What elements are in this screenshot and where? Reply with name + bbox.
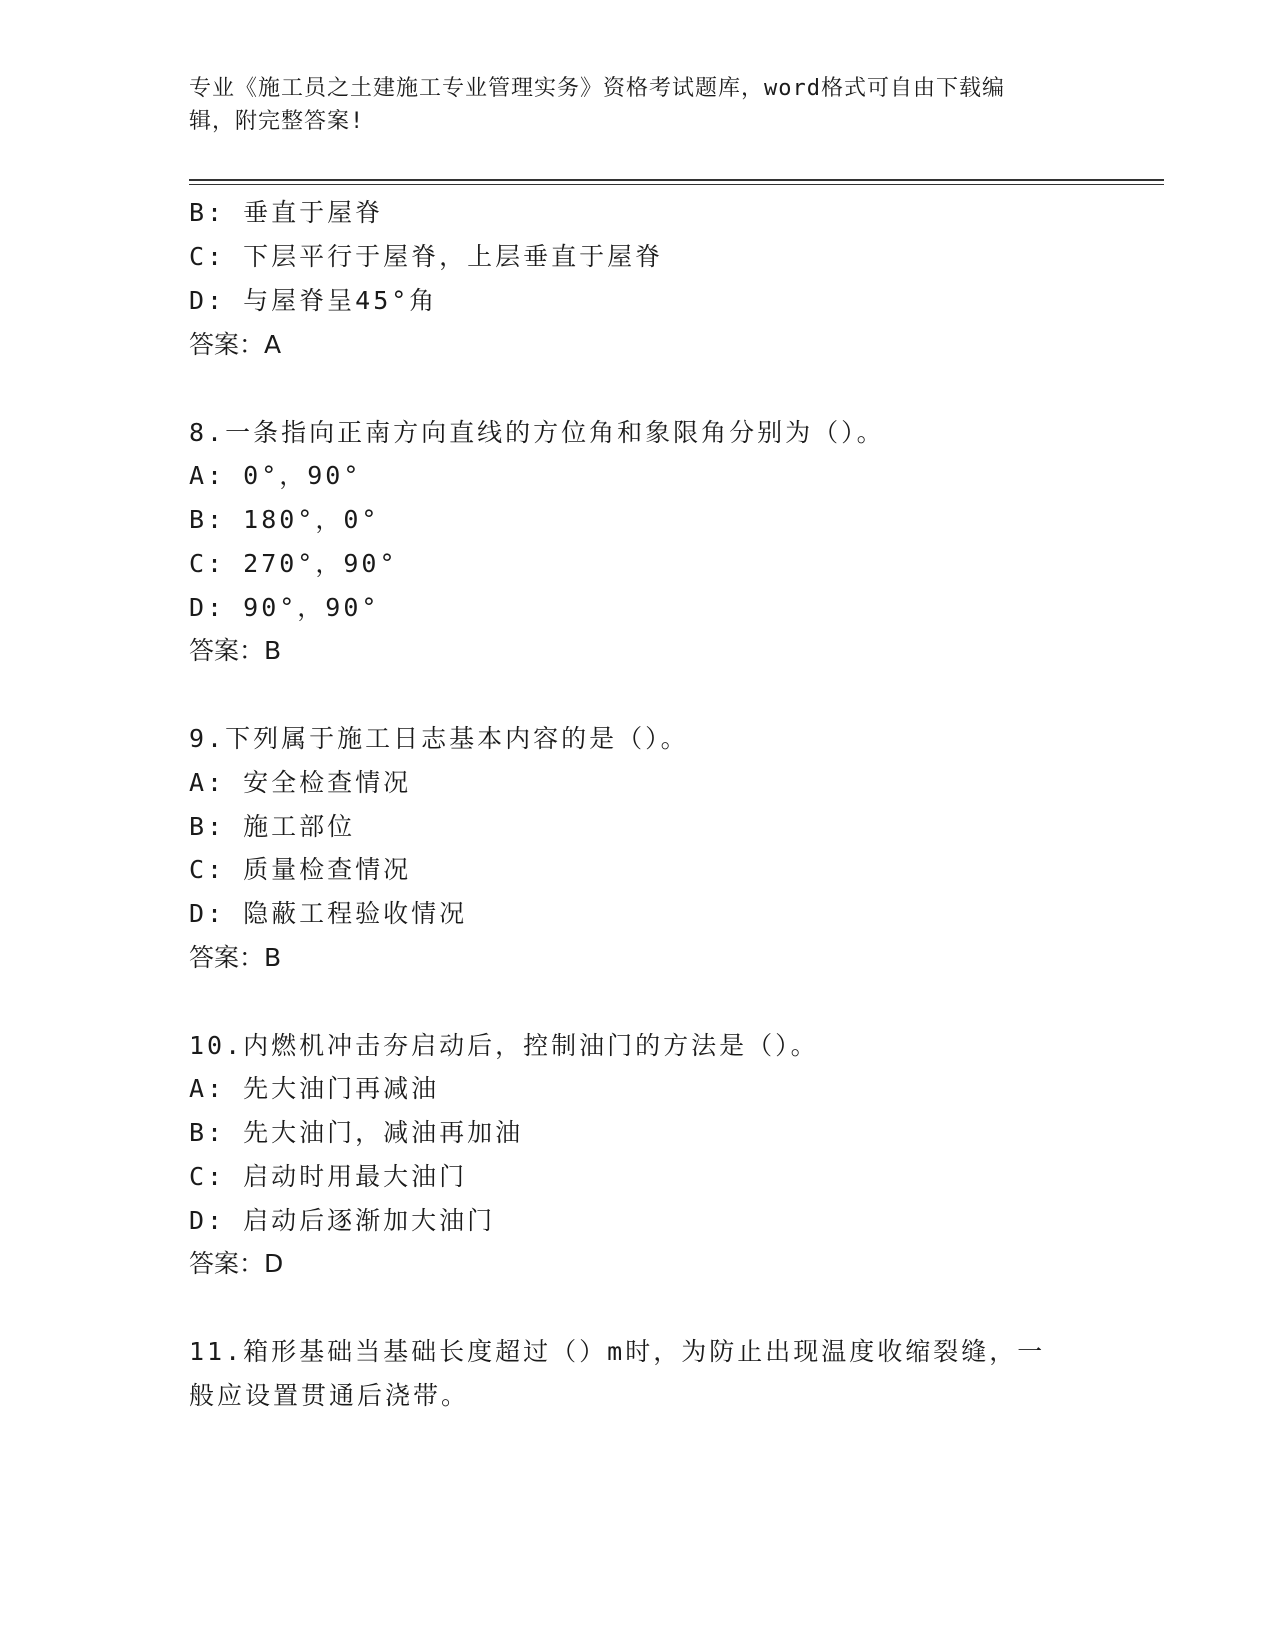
option-d: D: 90°，90° [189, 593, 380, 622]
option-b: B: 施工部位 [189, 812, 356, 841]
option-c: C: 质量检查情况 [189, 855, 412, 884]
option-b: B: 180°，0° [189, 505, 380, 534]
question-stem: 10.内燃机冲击夯启动后，控制油门的方法是（）。 [189, 1031, 819, 1060]
option-c: C: 启动时用最大油门 [189, 1162, 468, 1191]
question-stem-line-1: 11.箱形基础当基础长度超过（）m时，为防止出现温度收缩裂缝，一 [189, 1337, 1046, 1366]
option-c: C: 270°，90° [189, 549, 398, 578]
option-a: A: 先大油门再减油 [189, 1074, 440, 1103]
answer: 答案：A [189, 330, 282, 359]
question-stem: 9.下列属于施工日志基本内容的是（）。 [189, 724, 689, 753]
option-a: A: 0°，90° [189, 461, 362, 490]
option-c: C: 下层平行于屋脊，上层垂直于屋脊 [189, 242, 664, 271]
option-a: A: 安全检查情况 [189, 768, 412, 797]
option-d: D: 启动后逐渐加大油门 [189, 1206, 496, 1235]
option-b: B: 先大油门，减油再加油 [189, 1118, 524, 1147]
answer: 答案：B [189, 943, 282, 972]
option-b: B: 垂直于屋脊 [189, 198, 384, 227]
question-stem-line-2: 般应设置贯通后浇带。 [189, 1381, 470, 1410]
option-d: D: 与屋脊呈45°角 [189, 286, 438, 315]
header-divider-thick [189, 179, 1164, 181]
header-line-1: 专业《施工员之土建施工专业管理实务》资格考试题库，word格式可自由下载编 [189, 76, 1005, 101]
option-d: D: 隐蔽工程验收情况 [189, 899, 468, 928]
answer: 答案：D [189, 1249, 284, 1278]
question-stem: 8.一条指向正南方向直线的方位角和象限角分别为（）。 [189, 418, 885, 447]
header-line-2: 辑，附完整答案! [189, 109, 365, 134]
header-divider-thin [189, 184, 1164, 185]
answer: 答案：B [189, 636, 282, 665]
header-text [189, 72, 1069, 138]
